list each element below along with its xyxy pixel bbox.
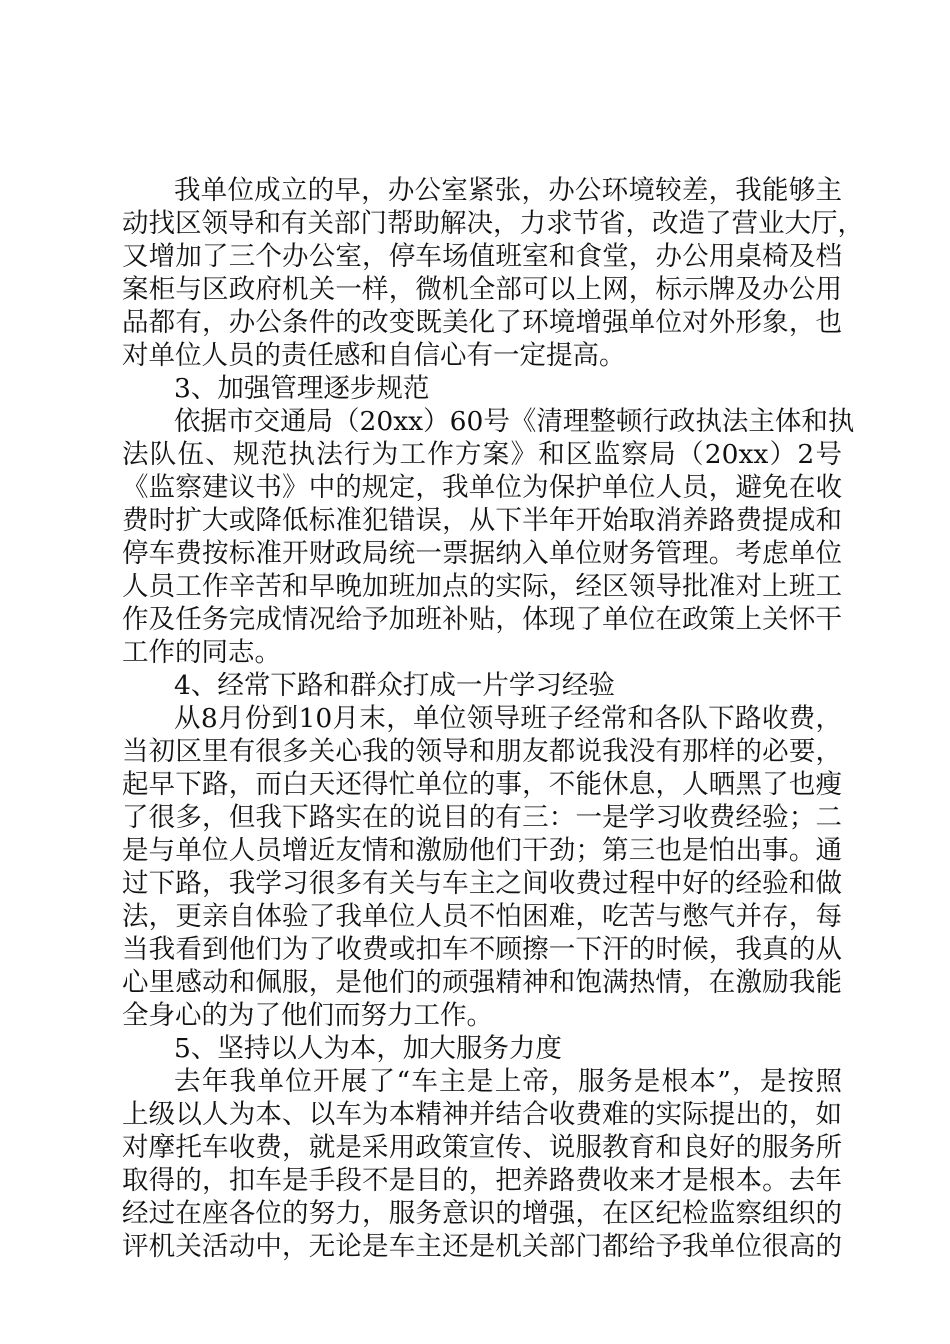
text-line: 依据市交通局（20xx）60号《清理整顿行政执法主体和执 <box>174 406 855 437</box>
text-line: 去年我单位开展了“车主是上帝，服务是根本”，是按照 <box>174 1066 842 1097</box>
text-line: 全身心的为了他们而努力工作。 <box>122 1000 493 1031</box>
text-line: 当初区里有很多关心我的领导和朋友都说我没有那样的必要， <box>122 736 842 767</box>
text-line: 案柜与区政府机关一样，微机全部可以上网，标示牌及办公用 <box>122 274 842 305</box>
text-line: 心里感动和佩服，是他们的顽强精神和饱满热情，在激励我能 <box>122 967 842 998</box>
text-line: 过下路，我学习很多有关与车主之间收费过程中好的经验和做 <box>122 868 842 899</box>
text-line: 我单位成立的早，办公室紧张，办公环境较差，我能够主 <box>174 175 842 206</box>
document-body <box>122 174 864 1263</box>
text-line: 评机关活动中，无论是车主还是机关部门都给予我单位很高的 <box>122 1231 842 1262</box>
text-line: 4、经常下路和群众打成一片学习经验 <box>174 670 615 701</box>
text-line: 动找区领导和有关部门帮助解决，力求节省，改造了营业大厅， <box>122 208 864 239</box>
text-line: 上级以人为本、以车为本精神并结合收费难的实际提出的，如 <box>122 1099 842 1130</box>
text-line: 从8月份到10月末，单位领导班子经常和各队下路收费， <box>174 703 842 734</box>
text-line: 对摩托车收费，就是采用政策宣传、说服教育和良好的服务所 <box>122 1132 842 1163</box>
text-line: 是与单位人员增近友情和激励他们干劲；第三也是怕出事。通 <box>122 835 842 866</box>
text-line: 了很多，但我下路实在的说目的有三：一是学习收费经验；二 <box>122 802 842 833</box>
text-line: 人员工作辛苦和早晚加班加点的实际，经区领导批准对上班工 <box>122 571 842 602</box>
text-line: 法，更亲自体验了我单位人员不怕困难，吃苦与憋气并存，每 <box>122 901 842 932</box>
text-line: 取得的，扣车是手段不是目的，把养路费收来才是根本。去年 <box>122 1165 842 1196</box>
text-line: 工作的同志。 <box>122 637 281 668</box>
text-line: 3、加强管理逐步规范 <box>174 373 430 404</box>
text-line: 品都有，办公条件的改变既美化了环境增强单位对外形象，也 <box>122 307 842 338</box>
text-line: 《监察建议书》中的规定，我单位为保护单位人员，避免在收 <box>122 472 842 503</box>
text-line: 作及任务完成情况给予加班补贴，体现了单位在政策上关怀干 <box>122 604 842 635</box>
text-line: 5、坚持以人为本，加大服务力度 <box>174 1033 562 1064</box>
text-line: 法队伍、规范执法行为工作方案》和区监察局（20xx）2号 <box>122 439 842 470</box>
text-line: 当我看到他们为了收费或扣车不顾擦一下汗的时候，我真的从 <box>122 934 842 965</box>
text-line: 费时扩大或降低标准犯错误，从下半年开始取消养路费提成和 <box>122 505 842 536</box>
text-line: 对单位人员的责任感和自信心有一定提高。 <box>122 340 626 371</box>
text-line: 经过在座各位的努力，服务意识的增强，在区纪检监察组织的 <box>122 1198 842 1229</box>
text-line: 停车费按标准开财政局统一票据纳入单位财务管理。考虑单位 <box>122 538 842 569</box>
text-line: 又增加了三个办公室，停车场值班室和食堂，办公用桌椅及档 <box>122 241 842 272</box>
text-line: 起早下路，而白天还得忙单位的事，不能休息，人晒黑了也瘦 <box>122 769 842 800</box>
